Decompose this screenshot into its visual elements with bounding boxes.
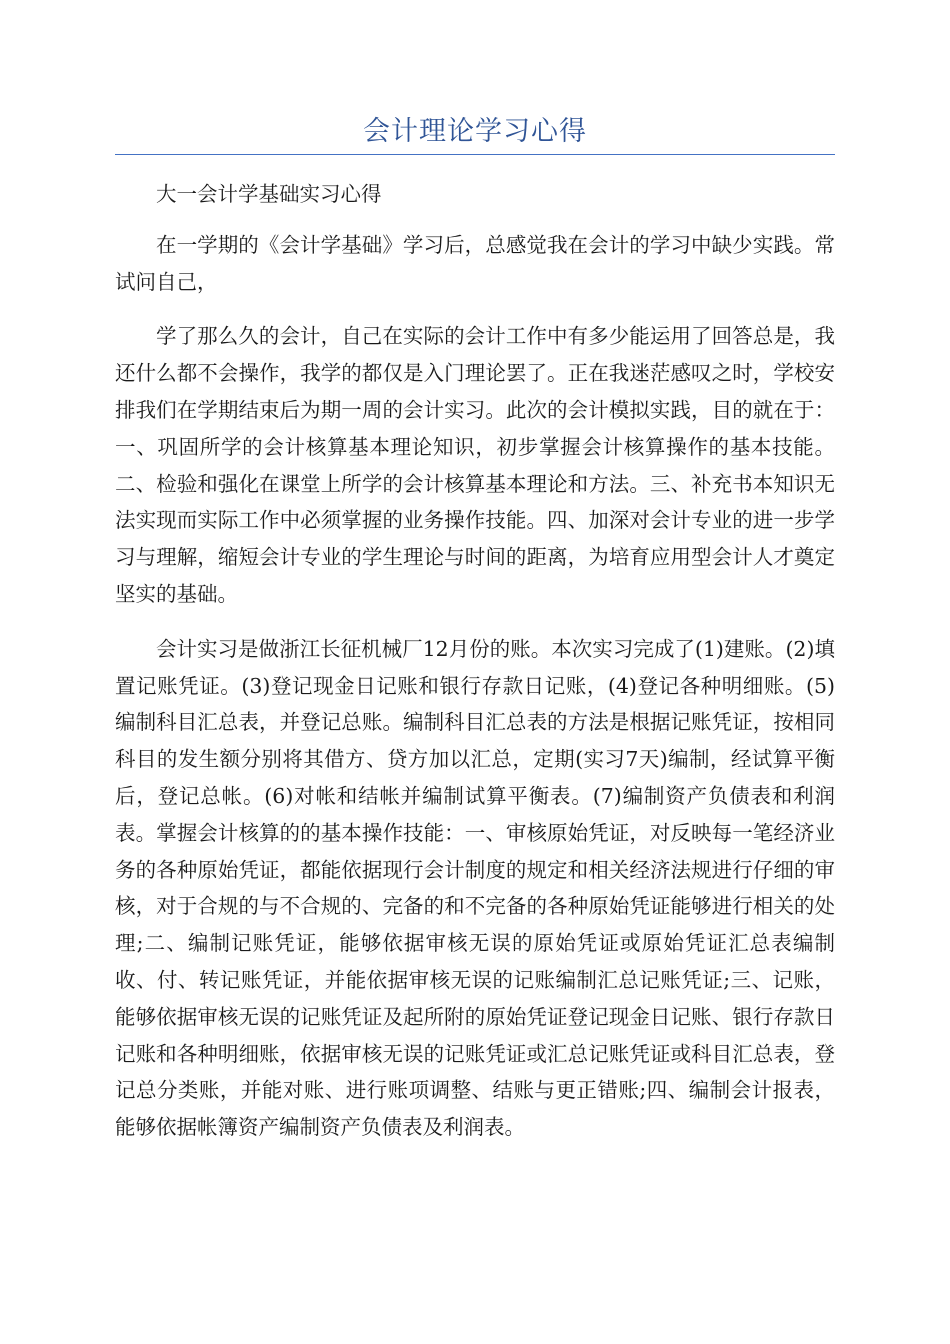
paragraph-purpose: 学了那么久的会计，自己在实际的会计工作中有多少能运用了回答总是，我还什么都不会操作，我学的都仅是入门理论罢了。正在我迷茫感叹之时，学校安排我们在学期结束后为期一周的会计实习。此次的会计模拟实践，目的就在于：一、巩固所学的会计核算基本理论知识，初步掌握会计核算操作的基本技能。二、检验和强化在课堂上所学的会计核算基本理论和方法。三、补充书本知识无法实现而实际工作中必须掌握的业务操作技能。四、加深对会计专业的进一步学习与理解，缩短会计专业的学生理论与时间的距离，为培育应用型会计人才奠定坚实的基础。: [115, 324, 835, 606]
title-underline: [115, 154, 835, 155]
document-title: 会计理论学习心得: [363, 116, 587, 147]
paragraph-intro: 在一学期的《会计学基础》学习后，总感觉我在会计的学习中缺少实践。常试问自己，: [115, 232, 835, 294]
paragraph-practice: 会计实习是做浙江长征机械厂12月份的账。本次实习完成了(1)建账。(2)填置记账凭证。(3)登记现金日记账和银行存款日记账，(4)登记各种明细账。(5)编制科目汇总表，并登记总账。编制科目汇总表的方法是根据记账凭证，按相同科目的发生额分别将其借方、贷方加以汇总，定期(实习7天)编制，经试算平衡后，登记总帐。(6)对帐和结帐并编制试算平衡表。(7)编制资产负债表和利润表。掌握会计核算的的基本操作技能：一、审核原始凭证，对反映每一笔经济业务的各种原始凭证，都能依据现行会计制度的规定和相关经济法规进行仔细的审核，对于合规的与不合规的、完备的和不完备的各种原始凭证能够进行相关的处理;二、编制记账凭证，能够依据审核无误的原始凭证或原始凭证汇总表编制收、付、转记账凭证，并能依据审核无误的记账编制汇总记账凭证;三、记账，能够依据审核无误的记账凭证及起所附的原始凭证登记现金日记账、银行存款日记账和各种明细账，依据审核无误的记账凭证或汇总记账凭证或科目汇总表，登记总分类账，并能对账、进行账项调整、结账与更正错账;四、编制会计报表，能够依据帐簿资产编制资产负债表及利润表。: [115, 636, 835, 1140]
document-body: [115, 176, 835, 1164]
subheading: 大一会计学基础实习心得: [156, 182, 382, 206]
